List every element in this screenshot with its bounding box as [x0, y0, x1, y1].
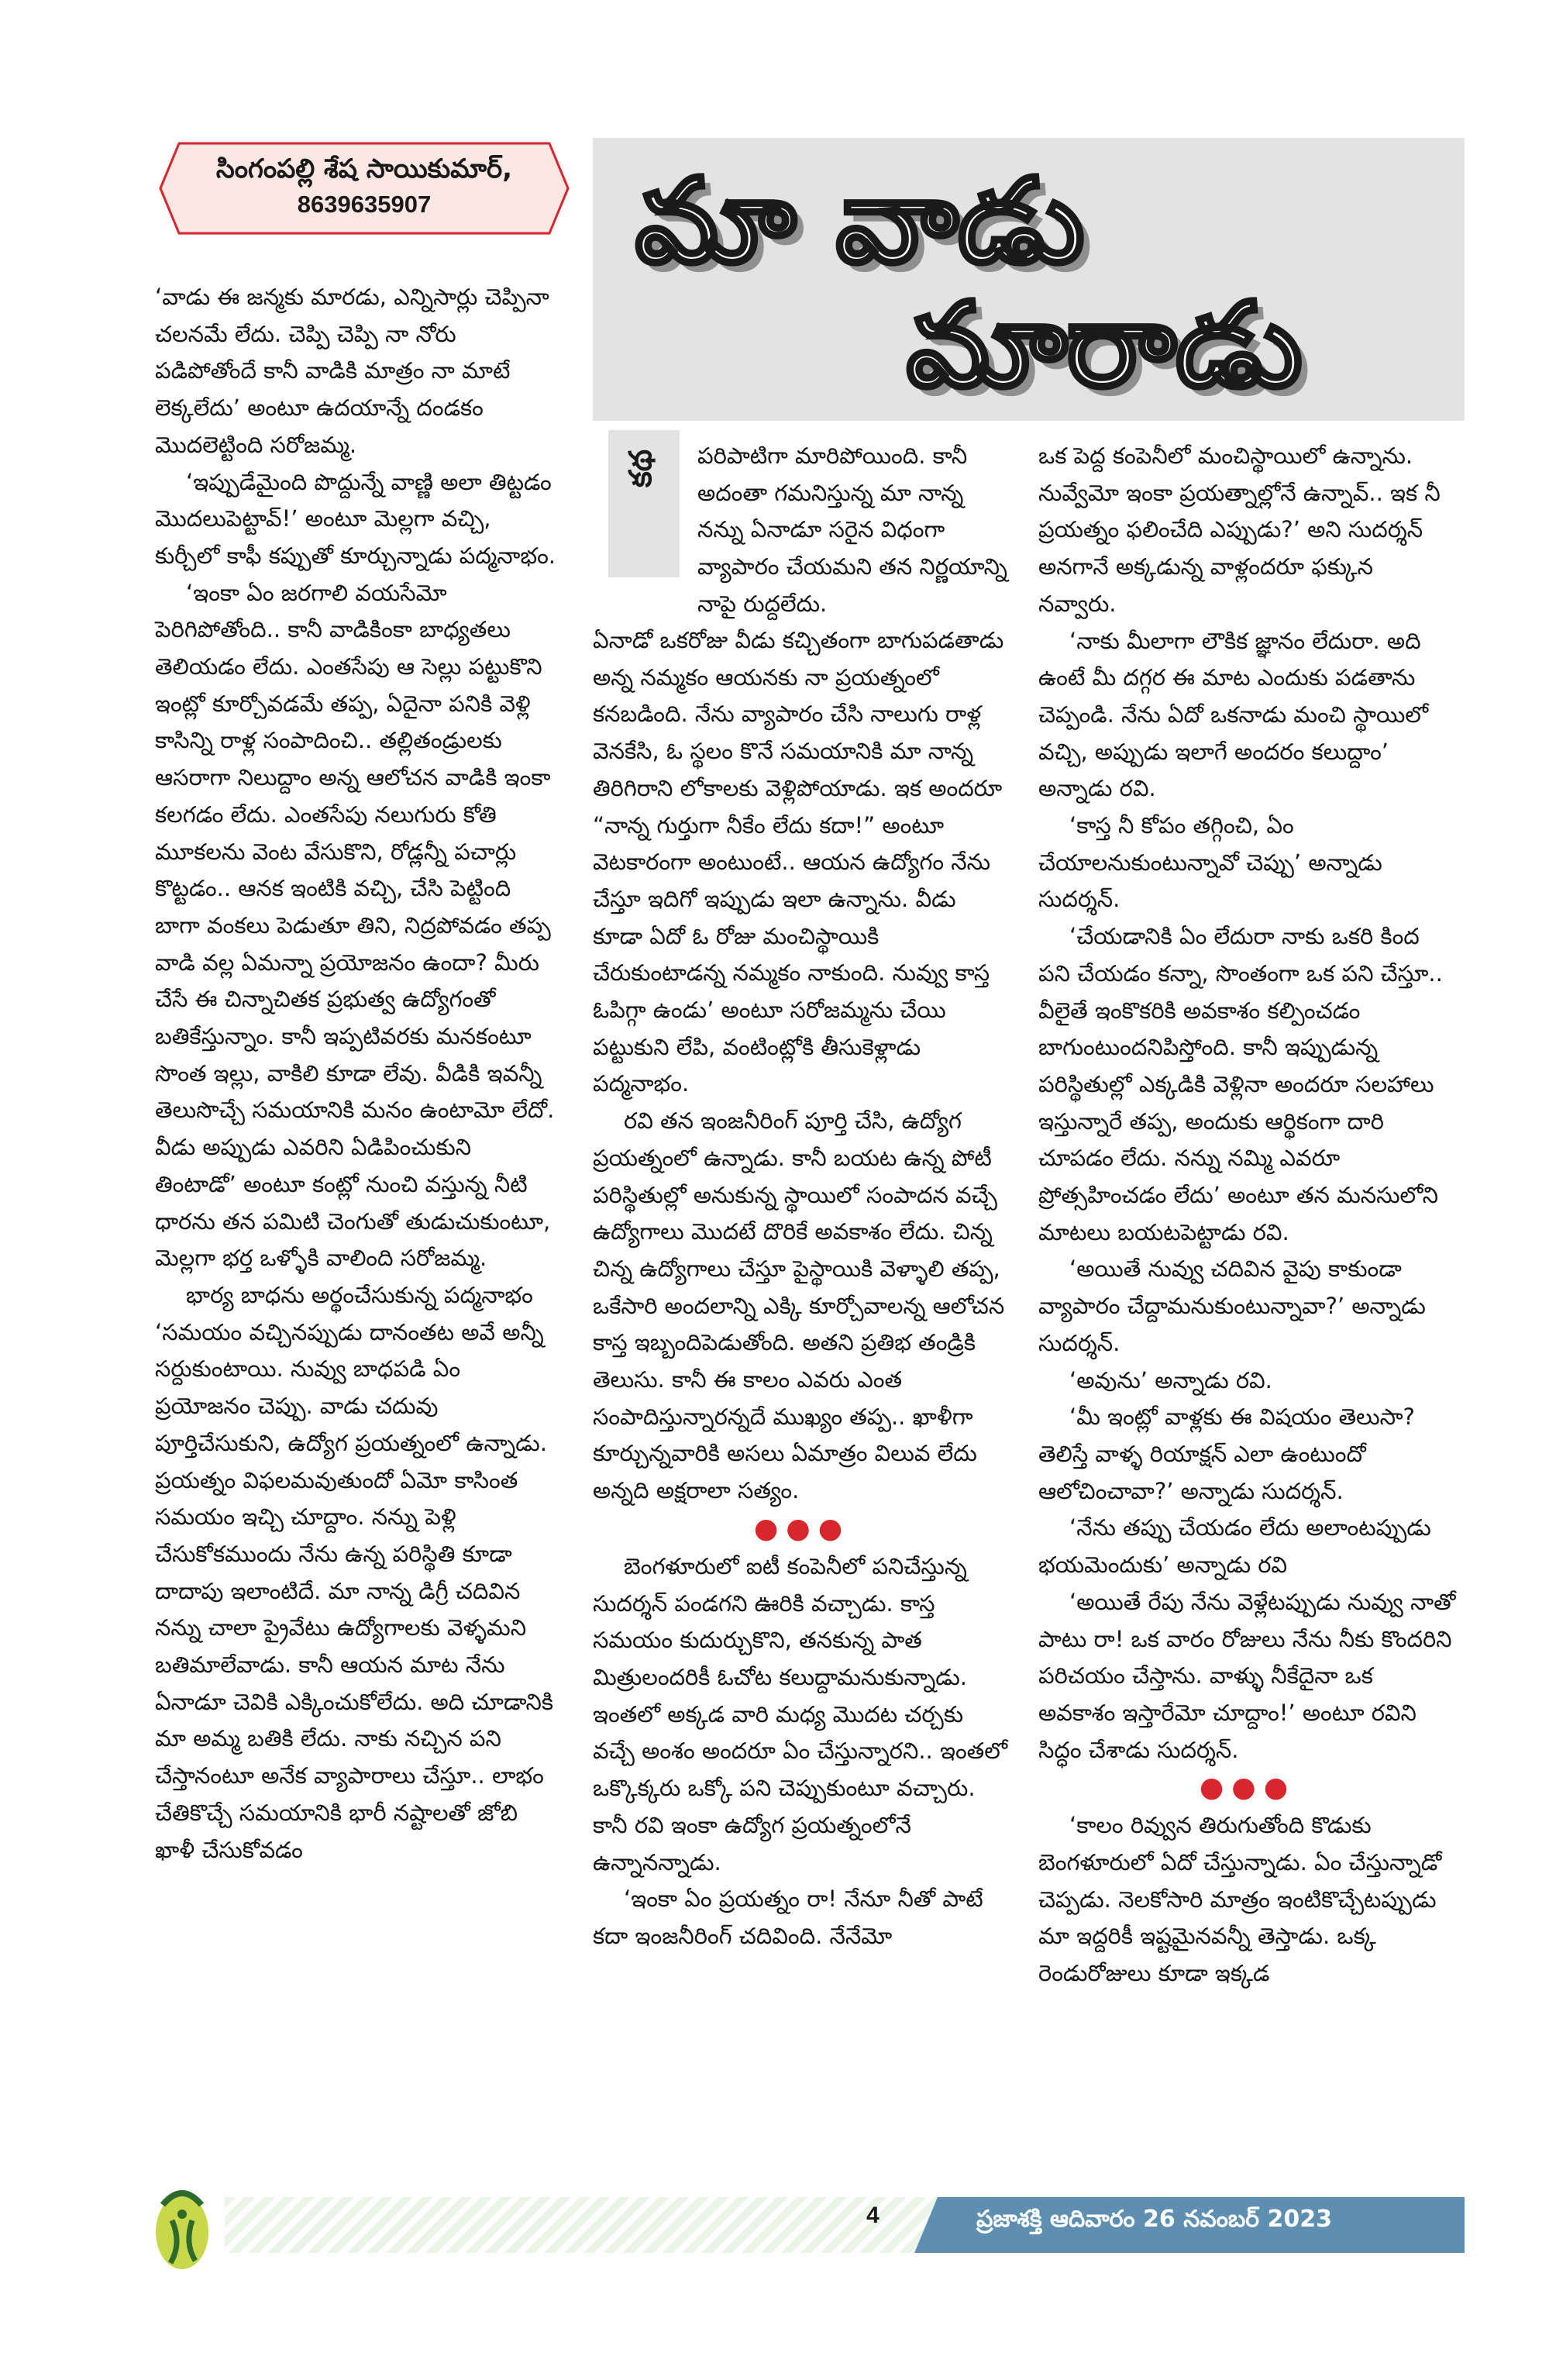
paragraph: బెంగళూరులో ఐటీ కంపెనీలో పనిచేస్తున్న సుదర్శన్‌ పండగని ఊరికి వచ్చాడు. కాస్త సమయం కుదుర్చుకొని, తనకున్న పాత మిత్రులందరికీ ఓచోట కలుద్దామనుకున్నాడు. ఇంతలో అక్కడ వారి మధ్య మొదట చర్చకు వచ్చే అంశం అందరూ ఏం చేస్తున్నారని.. ఇంతలో ఒక్కొక్కరు ఒక్కో పని చెప్పుకుంటూ వచ్చారు. కానీ రవి ఇంకా ఉద్యోగ ప్రయత్నంలోనే ఉన్నానన్నాడు.: [593, 1552, 1008, 1875]
paragraph: ఏనాడో ఒకరోజు వీడు కచ్చితంగా బాగుపడతాడు అన్న నమ్మకం ఆయనకు నా ప్రయత్నంలో కనబడింది. నేను వ్యాపారం చేసి నాలుగు రాళ్ల వెనకేసి, ఓ స్థలం కొనే సమయానికి మా నాన్న తిరిగిరాని లోకాలకు వెళ్లిపోయాడు. ఇక అందరూ “నాన్న గుర్తుగా నీకేం లేదు కదా!” అంటూ వెటకారంగా అంటుంటే.. ఆయన ఉద్యోగం నేను చేస్తూ ఇదిగో ఇప్పుడు ఇలా ఉన్నాను. వీడు కూడా ఏదో ఓ రోజు మంచిస్థాయికి చేరుకుంటాడన్న నమ్మకం నాకుంది. నువ్వు కాస్త ఓపిగ్గా ఉండు’ అంటూ సరోజమ్మను చేయి పట్టుకుని లేపి, వంటింట్లోకి తీసుకెళ్లాడు పద్మనాభం.: [593, 627, 1004, 1097]
paragraph: ‘మీ ఇంట్లో వాళ్లకు ఈ విషయం తెలుసా? తెలిస్తే వాళ్ళ రియాక్షన్‌ ఎలా ఉంటుందో ఆలోచించావా?’ అన్నాడు సుదర్శన్‌.: [1038, 1404, 1415, 1504]
paragraph: ‘కాస్త నీ కోపం తగ్గించి, ఏం చేయాలనుకుంటున్నావో చెప్పు’ అన్నాడు సుదర్శన్‌.: [1038, 812, 1382, 913]
story-title-line-2: మారాడు: [907, 277, 1303, 413]
genre-label: కథ: [623, 449, 659, 488]
article-column-2: [593, 622, 1011, 1955]
paragraph: ‘అవును’ అన్నాడు రవి.: [1069, 1366, 1272, 1393]
article-column-2-top: [697, 438, 1007, 623]
article-column-1: [155, 279, 558, 1869]
paragraph: ‘కాలం రివ్వున తిరుగుతోంది కొడుకు బెంగళూరులో ఏదో చేస్తున్నాడు. ఏం చేస్తున్నాడో చెప్పడు. నెలకోసారి మాత్రం ఇంటికొచ్చేటప్పుడు మా ఇద్దరికీ ఇష్టమైనవన్నీ తెస్తాడు. ఒక్క రెండురోజులు కూడా ఇక్కడ: [1038, 1812, 1442, 1987]
paragraph: పరిపాటిగా మారిపోయింది. కానీ అదంతా గమనిస్తున్న మా నాన్న నన్ను ఏనాడూ సరైన విధంగా వ్యాపారం చేయమని తన నిర్ణయాన్ని నాపై రుద్దలేదు.: [697, 443, 1007, 617]
paragraph: రవి తన ఇంజనీరింగ్‌ పూర్తి చేసి, ఉద్యోగ ప్రయత్నంలో ఉన్నాడు. కానీ బయట ఉన్న పోటీ పరిస్థితుల్లో అనుకున్న స్థాయిలో సంపాదన వచ్చే ఉద్యోగాలు మొదటే దొరికే అవకాశం లేదు. చిన్న చిన్న ఉద్యోగాలు చేస్తూ పైస్థాయికి వెళ్ళాలి తప్ప, ఒకేసారి అందలాన్ని ఎక్కి కూర్చోవాలన్న ఆలోచన కాస్త ఇబ్బందిపెడుతోంది. అతని ప్రతిభ తండ్రికి తెలుసు. కానీ ఈ కాలం ఎవరు ఎంత సంపాదిస్తున్నారన్నదే ముఖ్యం తప్ప.. ఖాళీగా కూర్చున్నవారికి అసలు ఏమాత్రం విలువ లేదు అన్నది అక్షరాలా సత్యం.: [593, 1107, 1005, 1504]
author-phone: 8639635907: [297, 191, 432, 218]
section-divider-dots: ●●●: [753, 1512, 851, 1545]
magazine-logo-icon: [139, 2174, 225, 2275]
story-title-line-1: మా వాడు: [635, 153, 1085, 289]
page-number: 4: [866, 2203, 880, 2228]
paragraph: ‘అయితే రేపు నేను వెళ్లేటప్పుడు నువ్వు నాతో పాటు రా! ఒక వారం రోజులు నేను నీకు కొందరిని పరిచయం చేస్తాను. వాళ్ళు నీకేదైనా ఒక అవకాశం ఇస్తారేమో చూద్దాం!’ అంటూ రవిని సిద్ధం చేశాడు సుదర్శన్‌.: [1038, 1588, 1456, 1763]
paragraph: ‘ఇప్పుడేమైంది పొద్దున్నే వాణ్ణి అలా తిట్టడం మొదలుపెట్టావ్‌!’ అంటూ మెల్లగా వచ్చి, కుర్చీలో కాఫీ కప్పుతో కూర్చున్నాడు పద్మనాభం.: [155, 468, 556, 569]
paragraph: ‘ఇంకా ఏం ప్రయత్నం రా! నేనూ నీతో పాటే కదా ఇంజనీరింగ్‌ చదివింది. నేనేమో: [593, 1886, 983, 1949]
paragraph: ‘నేను తప్పు చేయడం లేదు అలాంటప్పుడు భయమెందుకు’ అన్నాడు రవి: [1038, 1514, 1431, 1579]
paragraph: ‘నాకు మీలాగా లౌకిక జ్ఞానం లేదురా. అది ఉంటే మీ దగ్గర ఈ మాట ఎందుకు పడతాను చెప్పండి. నేను ఏదో ఒకనాడు మంచి స్థాయిలో వచ్చి, అప్పుడు ఇలాగే అందరం కలుద్దాం’ అన్నాడు రవి.: [1038, 627, 1429, 802]
paragraph: ‘ఇంకా ఏం జరగాలి వయసేమో పెరిగిపోతోంది.. కానీ వాడికింకా బాధ్యతలు తెలియడం లేదు. ఎంతసేపు ఆ సెల్లు పట్టుకొని ఇంట్లో కూర్చోవడమే తప్ప, ఏదైనా పనికి వెళ్లి కాసిన్ని రాళ్ల సంపాదించి.. తల్లితండ్రులకు ఆసరాగా నిలుద్దాం అన్న ఆలోచన వాడికి ఇంకా కలగడం లేదు. ఎంతసేపు నలుగురు కోతి మూకలను వెంట వేసుకొని, రోడ్లన్నీ పచార్లు కొట్టడం.. ఆనక ఇంటికి వచ్చి, చేసి పెట్టింది బాగా వంకలు పెడుతూ తిని, నిద్రపోవడం తప్ప వాడి వల్ల ఏమన్నా ప్రయోజనం ఉందా? మీరు చేసే ఈ చిన్నాచితక ప్రభుత్వ ఉద్యోగంతో బతికేస్తున్నాం. కానీ ఇప్పటివరకు మనకంటూ సొంత ఇల్లు, వాకిలి కూడా లేవు. వీడికి ఇవన్నీ తెలుసొచ్చే సమయానికి మనం ఉంటామో లేదో. వీడు అప్పుడు ఎవరిని ఏడిపించుకుని తింటాడో’ అంటూ కంట్లో నుంచి వస్తున్న నీటి ధారను తన పమిటి చెంగుతో తుడుచుకుంటూ, మెల్లగా భర్త ఒళ్ళోకి వాలింది సరోజమ్మ.: [155, 579, 555, 1272]
author-byline: [161, 144, 567, 232]
paragraph: ‘చేయడానికి ఏం లేదురా నాకు ఒకరి కింద పని చేయడం కన్నా, సొంతంగా ఒక పని చేస్తూ.. వీలైతే ఇంకొకరికి అవకాశం కల్పించడం బాగుంటుందనిపిస్తోంది. కానీ ఇప్పుడున్న పరిస్థితుల్లో ఎక్కడికి వెళ్లినా అందరూ సలహాలు ఇస్తున్నారే తప్ప, అందుకు ఆర్థికంగా దారి చూపడం లేదు. నన్ను నమ్మి ఎవరూ ప్రోత్సహించడం లేదు’ అంటూ తన మనసులోని మాటలు బయటపెట్టాడు రవి.: [1038, 923, 1443, 1245]
paragraph: ఒక పెద్ద కంపెనీలో మంచిస్థాయిలో ఉన్నాను. నువ్వేమో ఇంకా ప్రయత్నాల్లోనే ఉన్నావ్‌.. ఇక నీ ప్రయత్నం ఫలించేది ఎప్పుడు?’ అని సుదర్శన్‌ అనగానే అక్కడున్న వాళ్లందరూ ఫక్కున నవ్వారు.: [1038, 443, 1441, 617]
publication-date-line: ప్రజాశక్తి ఆదివారం 26 నవంబర్‌ 2023: [976, 2206, 1333, 2233]
author-name: సింగంపల్లి శేష సాయికుమార్‌,: [215, 153, 513, 184]
paragraph: ‘వాడు ఈ జన్మకు మారడు, ఎన్నిసార్లు చెప్పినా చలనమే లేదు. చెప్పి చెప్పి నా నోరు పడిపోతోందే కానీ వాడికి మాత్రం నా మాటే లెక్కలేదు’ అంటూ ఉదయాన్నే దండకం మొదలెట్టింది సరోజమ్మ.: [155, 284, 549, 458]
paragraph: భార్య బాధను అర్థంచేసుకున్న పద్మనాభం ‘సమయం వచ్చినప్పుడు దానంతట అవే అన్నీ సర్దుకుంటాయి. నువ్వు బాధపడి ఏం ప్రయోజనం చెప్పు. వాడు చదువు పూర్తిచేసుకుని, ఉద్యోగ ప్రయత్నంలో ఉన్నాడు. ప్రయత్నం విఫలమవుతుందో ఏమో కాసింత సమయం ఇచ్చి చూద్దాం. నన్ను పెళ్లి చేసుకోకముందు నేను ఉన్న పరిస్థితి కూడా దాదాపు ఇలాంటిదే. మా నాన్న డిగ్రీ చదివిన నన్ను చాలా ప్రైవేటు ఉద్యోగాలకు వెళ్ళమని బతిమాలేవాడు. కానీ ఆయన మాట నేను ఏనాడూ చెవికి ఎక్కించుకోలేదు. అది చూడానికి మా అమ్మ బతికి లేదు. నాకు నచ్చిన పని చేస్తానంటూ అనేక వ్యాపారాలు చేస్తూ.. లాభం చేతికొచ్చే సమయానికి భారీ నష్టాలతో జోబి ఖాళీ చేసుకోవడం: [155, 1281, 554, 1863]
paragraph: ‘అయితే నువ్వు చదివిన వైపు కాకుండా వ్యాపారం చేద్దామనుకుంటున్నావా?’ అన్నాడు సుదర్శన్‌.: [1038, 1255, 1426, 1356]
section-divider-dots: ●●●: [1199, 1772, 1296, 1804]
article-column-3: [1038, 438, 1457, 1993]
